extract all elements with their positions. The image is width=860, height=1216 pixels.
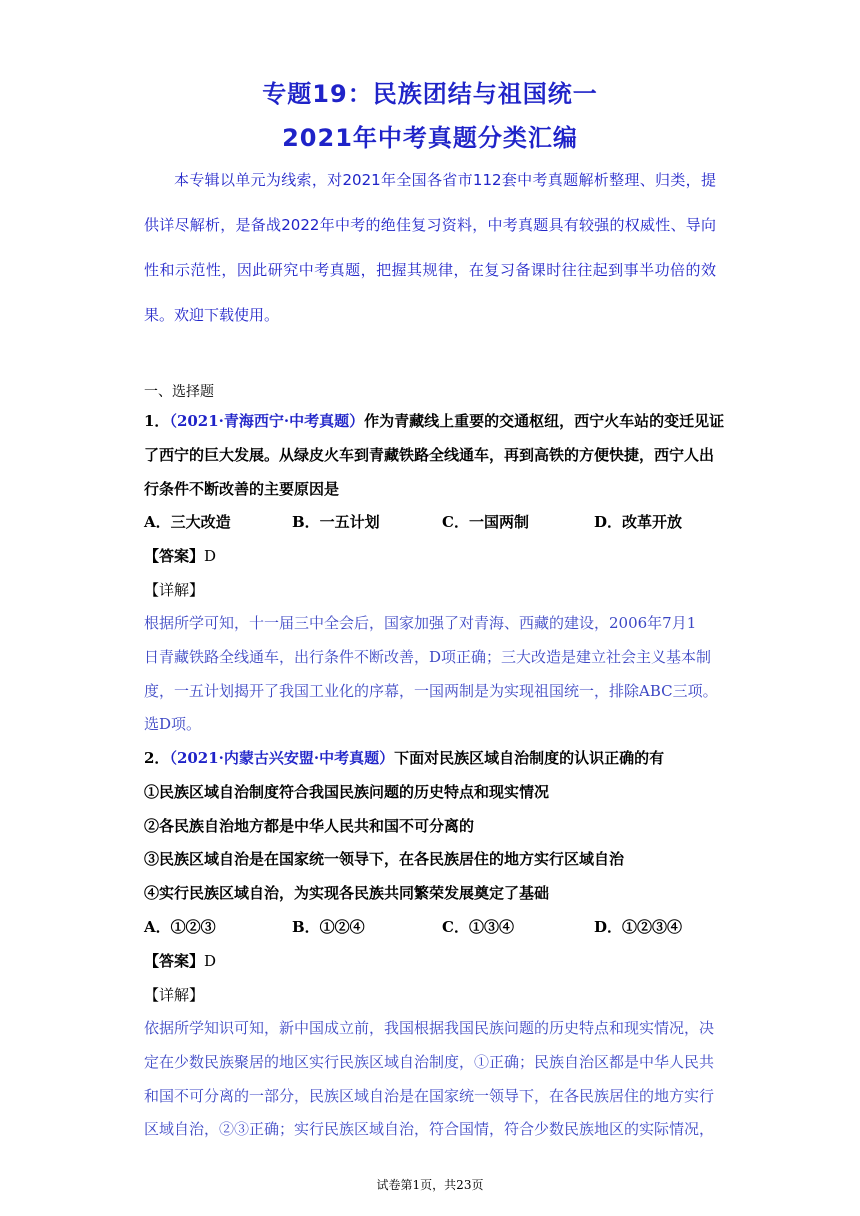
q1-stem-1: 作为青藏线上重要的交通枢纽，西宁火车站的变迁见证 [364,412,725,430]
q2-detail-line-4: 区域自治，②③正确；实行民族区域自治，符合国情，符合少数民族地区的实际情况， [144,1120,715,1138]
q2-detail-line-1: 依据所学知识可知，新中国成立前，我国根据我国民族问题的历史特点和现实情况，决 [144,1019,715,1037]
section-heading: 一、选择题 [144,384,214,400]
q1-answer [144,540,724,573]
q2-statement-2: ②各民族自治地方都是中华人民共和国不可分离的 [144,817,475,835]
q1-option-c: C．一国两制 [442,513,529,531]
q1-source: （2021·青海西宁·中考真题） [169,412,365,430]
q1-detail-line-2: 日青藏铁路全线通车，出行条件不断改善，D项正确；三大改造是建立社会主义基本制 [144,648,712,666]
q1-detail-line-3: 度，一五计划揭开了我国工业化的序幕，一国两制是为实现祖国统一，排除ABC三项。 [144,682,718,700]
q2-answer-value: D [204,952,217,970]
q2-statement-1: ①民族区域自治制度符合我国民族问题的历史特点和现实情况 [144,783,550,801]
q1-answer-value: D [204,547,217,565]
q2-answer-label: 【答案】 [144,952,205,970]
q2-detail-line-3: 和国不可分离的一部分，民族区域自治是在国家统一领导下，在各民族居住的地方实行 [144,1087,715,1105]
q2-detail-line-2: 定在少数民族聚居的地区实行民族区域自治制度，①正确；民族自治区都是中华人民共 [144,1053,715,1071]
q2-statement-3: ③民族区域自治是在国家统一领导下，在各民族居住的地方实行区域自治 [144,850,625,868]
q2-source: （2021·内蒙古兴安盟·中考真题） [169,749,395,767]
q1-option-d: D．改革开放 [594,513,683,531]
intro-text: 本专辑以单元为线索，对2021年全国各省市112套中考真题解析整理、归类，提供详尽解析，是备战2022年中考的绝佳复习资料，中考真题具有较强的权威性、导向性和示范性，因此研究中考真题，把握其规律，在复习备课时往往起到事半功倍的效果。欢迎下载使用。 [144,171,716,324]
q1-stem-line-2: 了西宁的巨大发展。从绿皮火车到青藏铁路全线通车，再到高铁的方便快捷，西宁人出 [144,446,715,464]
q1-detail-line-4: 选D项。 [144,715,202,733]
intro-paragraph [144,158,716,338]
q1-detail-line-1: 根据所学可知，十一届三中全会后，国家加强了对青海、西藏的建设，2006年7月1 [144,614,697,632]
q2-stem [144,742,724,775]
q1-options [144,506,724,539]
q1-number: 1． [144,412,170,430]
q1-option-a: A．三大改造 [144,513,231,531]
q2-stem-text: 下面对民族区域自治制度的认识正确的有 [394,749,665,767]
q1-stem-line-1 [144,405,724,438]
title-line-1: 专题19：民族团结与祖国统一 [262,80,598,108]
q2-option-b: B．①②④ [292,918,365,936]
q2-options [144,911,724,944]
q1-option-b: B．一五计划 [292,513,380,531]
q1-stem-line-3: 行条件不断改善的主要原因是 [144,480,340,498]
q2-detail-label: 【详解】 [144,986,205,1004]
q2-option-d: D．①②③④ [594,918,683,936]
title-line-2: 2021年中考真题分类汇编 [282,124,578,152]
q2-number: 2． [144,749,170,767]
q2-statement-4: ④实行民族区域自治，为实现各民族共同繁荣发展奠定了基础 [144,884,550,902]
q1-detail-label: 【详解】 [144,581,205,599]
q2-answer [144,945,724,978]
q1-answer-label: 【答案】 [144,547,205,565]
q2-option-c: C．①③④ [442,918,514,936]
page-footer: 试卷第1页，共23页 [376,1178,484,1192]
q2-option-a: A．①②③ [144,918,216,936]
